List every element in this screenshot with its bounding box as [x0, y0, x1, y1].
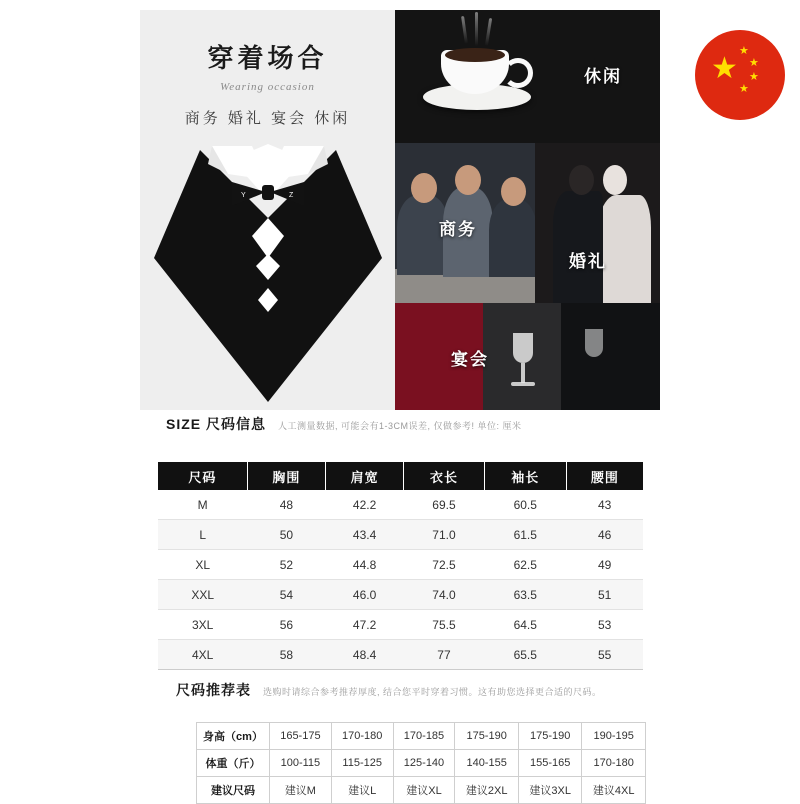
flag-star-small-icon: ★ — [749, 57, 759, 69]
table-row — [197, 723, 646, 750]
steam-wisp-icon — [485, 18, 492, 46]
rec-cell-weight: 115-125 — [331, 750, 393, 777]
cell-size: XL — [158, 550, 247, 580]
rec-cell-weight: 170-180 — [582, 750, 646, 777]
cell-shoulder: 47.2 — [325, 610, 403, 640]
cell-length: 75.5 — [404, 610, 484, 640]
cell-size: L — [158, 520, 247, 550]
rec-cell-size: 建议L — [331, 777, 393, 804]
cell-shoulder: 43.4 — [325, 520, 403, 550]
rec-cell-weight: 125-140 — [393, 750, 455, 777]
rec-cell-height: 170-185 — [393, 723, 455, 750]
cell-sleeve: 63.5 — [484, 580, 566, 610]
size-col-shoulder: 肩宽 — [325, 462, 403, 490]
rec-cell-size: 建议4XL — [582, 777, 646, 804]
flag-star-small-icon: ★ — [739, 45, 749, 57]
recommend-table — [196, 722, 646, 804]
cell-length: 74.0 — [404, 580, 484, 610]
photo-party-toast — [395, 303, 660, 410]
cell-chest: 54 — [247, 580, 325, 610]
size-col-length: 衣长 — [404, 462, 484, 490]
cell-sleeve: 62.5 — [484, 550, 566, 580]
cell-waist: 43 — [566, 490, 643, 520]
flag-star-small-icon: ★ — [749, 71, 759, 83]
wearing-occasion-banner — [140, 10, 660, 410]
label-casual: 休闲 — [584, 67, 622, 86]
rec-cell-size: 建议M — [270, 777, 332, 804]
rec-cell-height: 190-195 — [582, 723, 646, 750]
rec-cell-size: 建议2XL — [455, 777, 519, 804]
recommend-section-note: 选购时请综合参考推荐厚度, 结合您平时穿着习惯。这有助您选择更合适的尺码。 — [263, 687, 602, 697]
recommend-section-title: 尺码推荐表 — [176, 682, 251, 698]
cell-shoulder: 44.8 — [325, 550, 403, 580]
table-row — [158, 550, 643, 580]
rec-row-label-height: 身高（cm） — [197, 723, 270, 750]
rec-cell-weight: 155-165 — [518, 750, 582, 777]
table-row — [158, 610, 643, 640]
tuxedo-illustration — [140, 140, 395, 405]
label-party: 宴会 — [451, 350, 489, 369]
table-row — [158, 490, 643, 520]
business-person-head — [411, 173, 437, 203]
photo-wedding-couple — [535, 143, 660, 303]
size-table — [158, 462, 643, 670]
svg-text:Z: Z — [289, 192, 294, 199]
cell-shoulder: 46.0 — [325, 580, 403, 610]
cell-chest: 58 — [247, 640, 325, 670]
table-row — [197, 750, 646, 777]
rec-cell-height: 175-190 — [518, 723, 582, 750]
rec-cell-height: 175-190 — [455, 723, 519, 750]
flag-star-small-icon: ★ — [739, 83, 749, 95]
cup-handle-shape — [503, 58, 533, 88]
label-business: 商务 — [439, 220, 477, 239]
bride-head-shape — [603, 165, 627, 195]
steam-wisp-icon — [475, 12, 478, 46]
wine-glass-stem — [521, 363, 525, 383]
cell-chest: 52 — [247, 550, 325, 580]
cell-chest: 48 — [247, 490, 325, 520]
business-person-silhouette — [489, 199, 535, 277]
cell-chest: 50 — [247, 520, 325, 550]
cell-waist: 49 — [566, 550, 643, 580]
size-col-sleeve: 袖长 — [484, 462, 566, 490]
steam-wisp-icon — [461, 16, 468, 44]
cell-waist: 51 — [566, 580, 643, 610]
business-person-head — [455, 165, 481, 195]
rec-cell-weight: 140-155 — [455, 750, 519, 777]
banner-title: 穿着场合 — [207, 44, 328, 73]
cell-length: 72.5 — [404, 550, 484, 580]
photo-business-meeting — [395, 143, 535, 303]
coffee-liquid-shape — [445, 48, 505, 62]
rec-cell-height: 170-180 — [331, 723, 393, 750]
table-row — [158, 580, 643, 610]
business-person-head — [501, 177, 526, 206]
svg-text:Y: Y — [241, 192, 246, 199]
rec-cell-size: 建议3XL — [518, 777, 582, 804]
cell-waist: 55 — [566, 640, 643, 670]
recommend-section-header — [176, 680, 602, 700]
table-row — [158, 640, 643, 670]
cell-size: 4XL — [158, 640, 247, 670]
cell-length: 71.0 — [404, 520, 484, 550]
size-col-chest: 胸围 — [247, 462, 325, 490]
cell-waist: 53 — [566, 610, 643, 640]
cell-sleeve: 64.5 — [484, 610, 566, 640]
wine-glass-base — [511, 382, 535, 386]
banner-subtitle-en: Wearing occasion — [220, 81, 315, 93]
size-col-waist: 腰围 — [566, 462, 643, 490]
cell-length: 69.5 — [404, 490, 484, 520]
wine-glass-shape — [585, 329, 603, 357]
cell-chest: 56 — [247, 610, 325, 640]
photo-casual-coffee — [395, 10, 660, 143]
flag-star-large-icon: ★ — [711, 52, 738, 85]
rec-cell-weight: 100-115 — [270, 750, 332, 777]
size-section-note: 人工测量数据, 可能会有1-3CM误差, 仅做参考! 单位: 厘米 — [278, 421, 522, 431]
rec-row-label-weight: 体重（斤） — [197, 750, 270, 777]
party-backdrop-shape — [561, 303, 660, 410]
rec-row-label-size: 建议尺码 — [197, 777, 270, 804]
cell-size: 3XL — [158, 610, 247, 640]
banner-subtitle-cn: 商务 婚礼 宴会 休闲 — [184, 110, 351, 127]
rec-cell-size: 建议XL — [393, 777, 455, 804]
groom-head-shape — [569, 165, 594, 195]
cell-shoulder: 48.4 — [325, 640, 403, 670]
occasion-photo-grid — [395, 10, 660, 410]
size-section-title: SIZE 尺码信息 — [166, 416, 267, 432]
cell-size: M — [158, 490, 247, 520]
label-wedding: 婚礼 — [569, 252, 607, 271]
table-row — [158, 520, 643, 550]
cell-sleeve: 61.5 — [484, 520, 566, 550]
size-section-header — [166, 414, 522, 434]
table-row — [197, 777, 646, 804]
cell-waist: 46 — [566, 520, 643, 550]
cell-shoulder: 42.2 — [325, 490, 403, 520]
banner-text-panel — [140, 10, 395, 410]
rec-cell-height: 165-175 — [270, 723, 332, 750]
wine-glass-shape — [513, 333, 533, 363]
cell-size: XXL — [158, 580, 247, 610]
cell-sleeve: 60.5 — [484, 490, 566, 520]
size-col-size: 尺码 — [158, 462, 247, 490]
china-flag-badge — [695, 30, 785, 120]
size-table-header-row — [158, 462, 643, 490]
cell-sleeve: 65.5 — [484, 640, 566, 670]
cell-length: 77 — [404, 640, 484, 670]
